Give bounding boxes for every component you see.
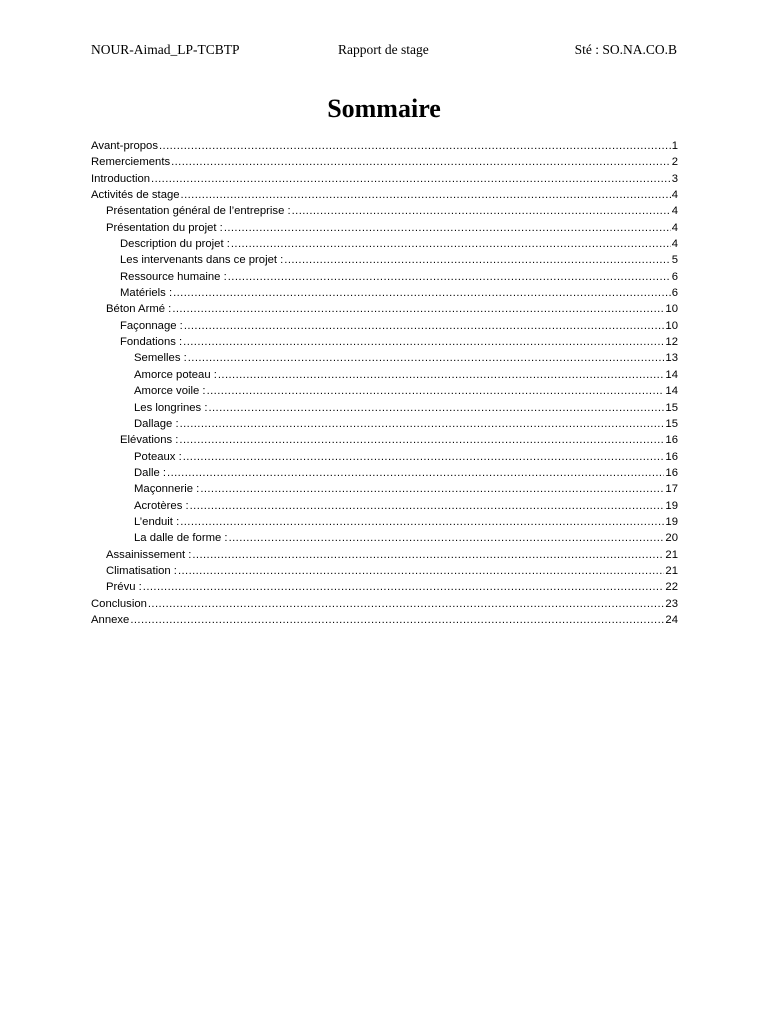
toc-entry-page-number: 4 (671, 221, 678, 234)
toc-entry[interactable] (91, 187, 678, 203)
toc-dot-leader (229, 530, 665, 546)
toc-entry[interactable] (91, 481, 678, 497)
toc-entry[interactable] (91, 465, 678, 481)
toc-entry-page-number: 21 (665, 548, 678, 561)
toc-entry-page-number: 12 (665, 336, 678, 349)
toc-entry-page-number: 19 (665, 499, 678, 512)
toc-entry-label: Façonnage : (120, 319, 183, 332)
toc-entry-page-number: 21 (665, 564, 678, 577)
toc-entry-label: Amorce poteau : (134, 368, 217, 381)
toc-entry[interactable] (91, 367, 678, 383)
toc-entry[interactable] (91, 400, 678, 416)
toc-entry[interactable] (91, 449, 678, 465)
toc-dot-leader (167, 465, 664, 481)
toc-entry[interactable] (91, 350, 678, 366)
toc-entry[interactable] (91, 498, 678, 514)
toc-dot-leader (183, 449, 665, 465)
toc-entry-page-number: 24 (665, 613, 678, 626)
toc-dot-leader (208, 400, 664, 416)
toc-entry[interactable] (91, 334, 678, 350)
toc-entry-label: Maçonnerie : (134, 483, 200, 496)
toc-entry-label: Description du projet : (120, 238, 230, 251)
toc-entry-label: Présentation du projet : (106, 221, 223, 234)
toc-entry-page-number: 13 (665, 352, 678, 365)
toc-entry-page-number: 6 (671, 270, 678, 283)
toc-entry-label: Avant-propos (91, 140, 158, 152)
toc-entry-label: Introduction (91, 172, 151, 185)
header-company: Sté : SO.NA.CO.B (574, 42, 677, 57)
toc-entry[interactable] (91, 138, 678, 154)
toc-dot-leader (218, 367, 665, 383)
toc-entry-page-number: 6 (671, 287, 678, 300)
toc-entry-label: Annexe (91, 613, 130, 626)
toc-entry[interactable] (91, 612, 678, 628)
toc-entry-page-number: 4 (671, 238, 678, 251)
toc-entry[interactable] (91, 530, 678, 546)
toc-entry-label: Fondations : (120, 336, 183, 349)
toc-entry-page-number: 20 (665, 532, 678, 545)
toc-entry-page-number: 10 (665, 319, 678, 332)
toc-dot-leader (181, 187, 671, 203)
toc-entry-label: Remerciements (91, 156, 171, 169)
toc-entry-page-number: 14 (665, 368, 678, 381)
toc-entry[interactable] (91, 383, 678, 399)
toc-entry-page-number: 4 (671, 205, 678, 218)
toc-entry-page-number: 16 (665, 466, 678, 479)
toc-entry-page-number: 2 (671, 156, 678, 169)
toc-dot-leader (231, 236, 671, 252)
toc-dot-leader (224, 220, 671, 236)
toc-entry-label: Béton Armé : (106, 303, 172, 316)
toc-dot-leader (151, 171, 671, 187)
toc-entry[interactable] (91, 514, 678, 530)
toc-entry-label: Dalle : (134, 466, 167, 479)
toc-entry[interactable] (91, 416, 678, 432)
toc-dot-leader (292, 203, 671, 219)
toc-entry-page-number: 15 (665, 417, 678, 430)
toc-dot-leader (180, 416, 665, 432)
toc-entry[interactable] (91, 252, 678, 268)
toc-dot-leader (188, 350, 665, 366)
toc-entry-page-number: 10 (665, 303, 678, 316)
toc-entry-label: Dallage : (134, 417, 179, 430)
toc-entry[interactable] (91, 547, 678, 563)
toc-dot-leader (173, 285, 671, 301)
toc-entry[interactable] (91, 318, 678, 334)
toc-entry-page-number: 16 (665, 434, 678, 447)
toc-entry[interactable] (91, 285, 678, 301)
toc-entry-label: Les longrines : (134, 401, 208, 414)
toc-dot-leader (200, 481, 664, 497)
toc-entry-label: Assainissement : (106, 548, 192, 561)
toc-entry-label: Présentation général de l’entreprise : (106, 205, 291, 218)
toc-entry-label: Elévations : (120, 434, 179, 447)
toc-entry-page-number: 4 (671, 189, 678, 202)
toc-entry-page-number: 19 (665, 515, 678, 528)
toc-entry[interactable] (91, 301, 678, 317)
toc-entry-label: Activités de stage (91, 189, 180, 202)
toc-entry[interactable] (91, 154, 678, 170)
toc-dot-leader (207, 383, 665, 399)
toc-entry-page-number: 14 (665, 385, 678, 398)
toc-dot-leader (180, 514, 664, 530)
toc-entry-page-number: 23 (665, 597, 678, 610)
toc-entry-label: Amorce voile : (134, 385, 206, 398)
toc-entry-label: Semelles : (134, 352, 187, 365)
toc-entry-label: Les intervenants dans ce projet : (120, 254, 284, 267)
toc-entry-page-number: 16 (665, 450, 678, 463)
table-of-contents (91, 138, 678, 628)
toc-dot-leader (130, 612, 664, 628)
header-author: NOUR-Aimad_LP-TCBTP (91, 42, 240, 57)
toc-dot-leader (171, 154, 671, 170)
toc-entry-label: La dalle de forme : (134, 532, 228, 545)
toc-dot-leader (192, 547, 664, 563)
toc-entry[interactable] (91, 220, 678, 236)
toc-entry-label: Climatisation : (106, 564, 177, 577)
toc-dot-leader (178, 563, 664, 579)
toc-dot-leader (159, 138, 671, 154)
toc-entry[interactable] (91, 596, 678, 612)
toc-entry[interactable] (91, 203, 678, 219)
toc-dot-leader (172, 301, 664, 317)
toc-entry-page-number: 17 (665, 483, 678, 496)
toc-entry[interactable] (91, 171, 678, 187)
toc-entry-label: Matériels : (120, 287, 173, 300)
toc-entry-label: Prévu : (106, 581, 142, 594)
toc-dot-leader (184, 318, 665, 334)
toc-dot-leader (143, 579, 665, 595)
toc-entry-page-number: 1 (671, 140, 678, 152)
toc-entry-label: Acrotères : (134, 499, 189, 512)
page-header (91, 42, 677, 58)
toc-entry-page-number: 15 (665, 401, 678, 414)
toc-dot-leader (179, 432, 664, 448)
toc-dot-leader (228, 269, 671, 285)
page-title: Sommaire (327, 94, 441, 123)
toc-entry-page-number: 3 (671, 172, 678, 185)
toc-entry[interactable] (91, 579, 678, 595)
toc-entry-label: L’enduit : (134, 515, 180, 528)
toc-entry[interactable] (91, 236, 678, 252)
toc-dot-leader (284, 252, 670, 268)
toc-entry-label: Conclusion (91, 597, 147, 610)
toc-entry-label: Poteaux : (134, 450, 182, 463)
toc-entry[interactable] (91, 269, 678, 285)
toc-entry[interactable] (91, 432, 678, 448)
toc-dot-leader (183, 334, 664, 350)
toc-entry[interactable] (91, 563, 678, 579)
header-document-type: Rapport de stage (338, 42, 429, 57)
toc-dot-leader (148, 596, 665, 612)
toc-dot-leader (190, 498, 665, 514)
toc-entry-page-number: 5 (671, 254, 678, 267)
toc-entry-page-number: 22 (665, 581, 678, 594)
toc-entry-label: Ressource humaine : (120, 270, 227, 283)
